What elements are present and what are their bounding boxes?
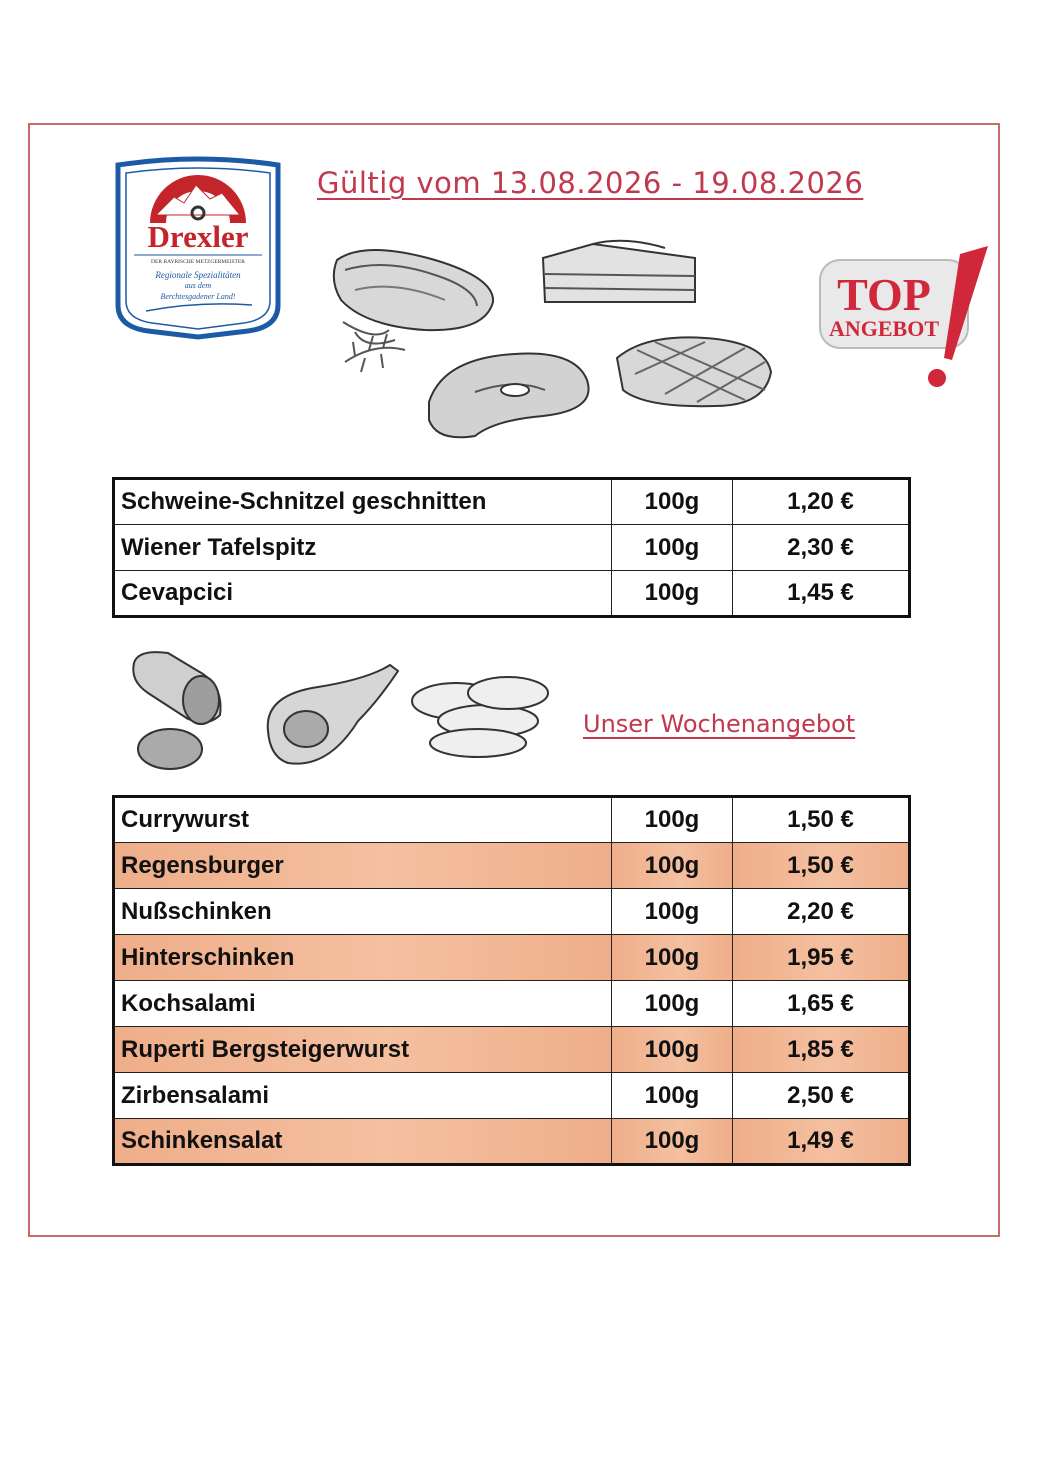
product-unit: 100g: [612, 571, 733, 617]
table-row: [114, 571, 910, 617]
product-unit: 100g: [612, 1073, 733, 1119]
product-name: Kochsalami: [114, 981, 612, 1027]
product-name: Zirbensalami: [114, 1073, 612, 1119]
product-price: 1,95 €: [733, 935, 910, 981]
table-row: [114, 843, 910, 889]
validity-title: Gültig vom 13.08.2026 - 19.08.2026: [317, 166, 864, 200]
product-name: Ruperti Bergsteigerwurst: [114, 1027, 612, 1073]
logo-brand: Drexler: [147, 219, 249, 254]
herb-icon: [345, 334, 405, 372]
product-name: Currywurst: [114, 797, 612, 843]
top-offer-badge: [812, 242, 994, 397]
bacon-icon: [543, 241, 695, 302]
table-row: [114, 525, 910, 571]
product-unit: 100g: [612, 981, 733, 1027]
table-row: [114, 1073, 910, 1119]
tbone-icon: [429, 354, 589, 438]
product-unit: 100g: [612, 935, 733, 981]
product-unit: 100g: [612, 889, 733, 935]
product-unit: 100g: [612, 797, 733, 843]
ham-icon: [268, 665, 398, 764]
product-name: Regensburger: [114, 843, 612, 889]
product-unit: 100g: [612, 479, 733, 525]
table-row: [114, 981, 910, 1027]
sausages-icon: [412, 677, 548, 757]
product-name: Schinkensalat: [114, 1119, 612, 1165]
product-price: 1,50 €: [733, 843, 910, 889]
weekly-offer-heading: Unser Wochenangebot: [583, 710, 856, 738]
product-unit: 100g: [612, 1119, 733, 1165]
product-unit: 100g: [612, 525, 733, 571]
product-price: 1,50 €: [733, 797, 910, 843]
weekly-price-table: [112, 795, 911, 1166]
table-row: [114, 1027, 910, 1073]
product-name: Cevapcici: [114, 571, 612, 617]
product-price: 1,45 €: [733, 571, 910, 617]
logo-subtitle: DER BAYRISCHE METZGERMEISTER: [151, 259, 245, 265]
product-name: Wiener Tafelspitz: [114, 525, 612, 571]
product-price: 1,49 €: [733, 1119, 910, 1165]
meat-illustrations: [325, 230, 780, 445]
table-row: [114, 479, 910, 525]
badge-angebot: ANGEBOT: [828, 316, 940, 341]
salami-icon: [133, 652, 220, 769]
product-price: 2,20 €: [733, 889, 910, 935]
table-row: [114, 935, 910, 981]
badge-top: TOP: [837, 269, 931, 320]
table-row: [114, 889, 910, 935]
product-price: 2,30 €: [733, 525, 910, 571]
drexler-logo: [112, 155, 284, 340]
product-price: 1,85 €: [733, 1027, 910, 1073]
sausage-illustrations: [128, 645, 560, 773]
product-name: Schweine-Schnitzel geschnitten: [114, 479, 612, 525]
table-row: [114, 1119, 910, 1165]
product-name: Nußschinken: [114, 889, 612, 935]
product-price: 2,50 €: [733, 1073, 910, 1119]
logo-tagline-1: Regionale Spezialitäten: [155, 270, 241, 280]
logo-tagline-2: aus dem: [184, 281, 212, 290]
product-price: 1,65 €: [733, 981, 910, 1027]
product-unit: 100g: [612, 1027, 733, 1073]
product-price: 1,20 €: [733, 479, 910, 525]
table-row: [114, 797, 910, 843]
top-price-table: [112, 477, 911, 618]
product-unit: 100g: [612, 843, 733, 889]
product-name: Hinterschinken: [114, 935, 612, 981]
grilled-steak-icon: [617, 337, 771, 406]
steak-icon: [334, 250, 493, 344]
logo-tagline-3: Berchtesgadener Land!: [160, 292, 236, 301]
